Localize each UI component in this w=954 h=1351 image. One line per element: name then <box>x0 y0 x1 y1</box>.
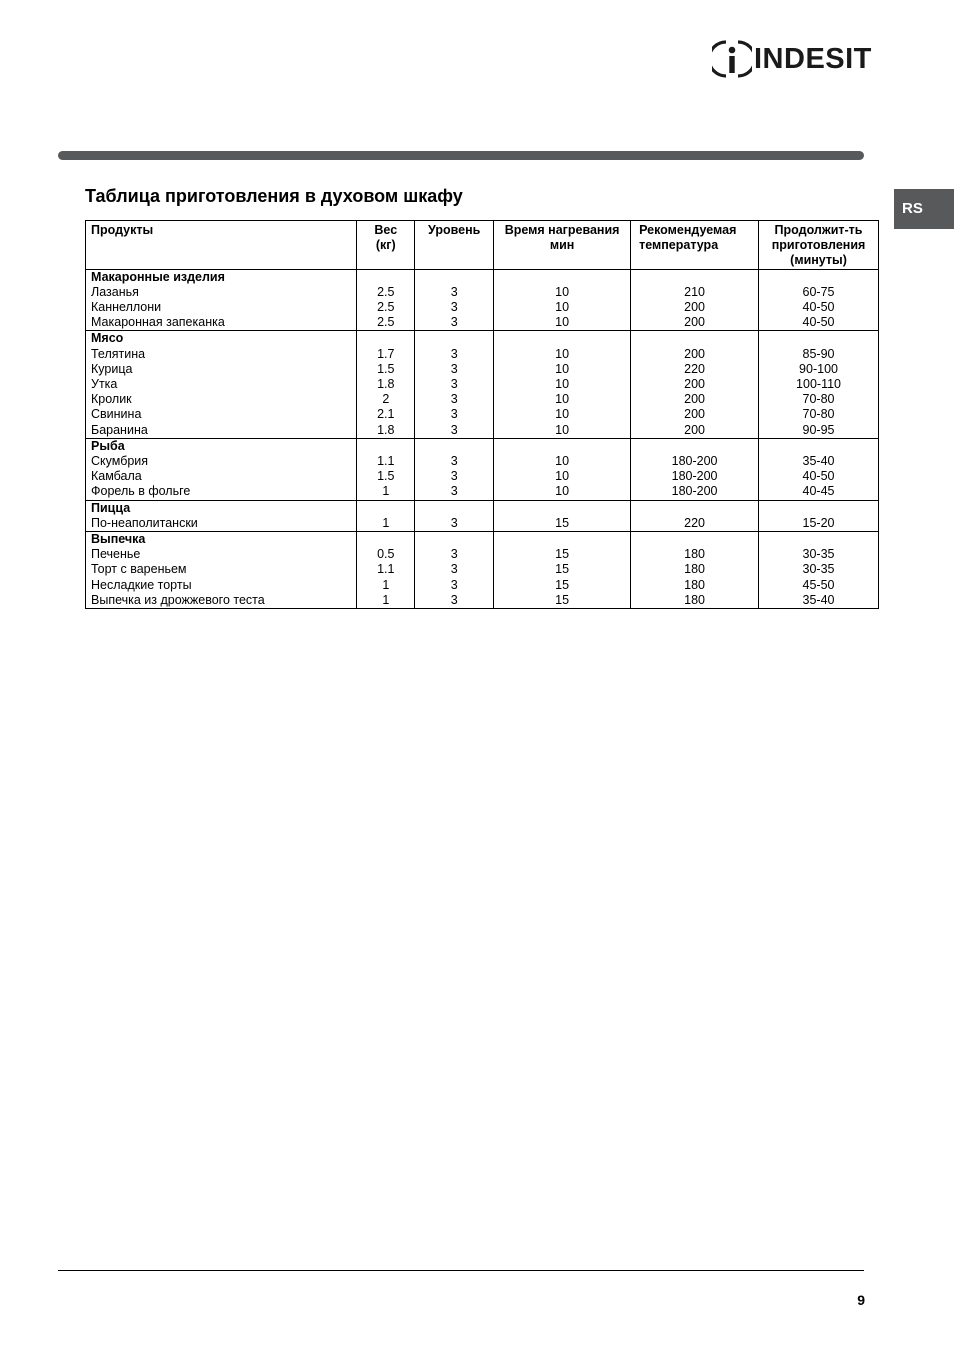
product-cell: Печенье <box>86 547 357 562</box>
temperature-cell: 180-200 <box>631 469 759 484</box>
table-group <box>86 500 879 531</box>
level-cell: 3 <box>415 407 494 422</box>
table-group <box>86 269 879 331</box>
duration-cell: 30-35 <box>759 562 879 577</box>
duration-cell: 85-90 <box>759 347 879 362</box>
weight-cell: 1.5 <box>357 362 415 377</box>
product-cell: Лазанья <box>86 285 357 300</box>
duration-cell: 90-100 <box>759 362 879 377</box>
empty-cell <box>631 438 759 454</box>
table-row <box>86 315 879 331</box>
preheat-cell: 15 <box>494 562 631 577</box>
empty-cell <box>415 438 494 454</box>
product-cell: Утка <box>86 377 357 392</box>
category-row <box>86 331 879 347</box>
product-cell: Кролик <box>86 392 357 407</box>
level-cell: 3 <box>415 300 494 315</box>
table-row <box>86 454 879 469</box>
weight-cell: 2.5 <box>357 300 415 315</box>
temperature-cell: 180-200 <box>631 454 759 469</box>
page-number: 9 <box>857 1292 865 1308</box>
product-cell: Торт с вареньем <box>86 562 357 577</box>
level-cell: 3 <box>415 516 494 532</box>
weight-cell: 2.5 <box>357 285 415 300</box>
temperature-cell: 220 <box>631 516 759 532</box>
temperature-cell: 200 <box>631 300 759 315</box>
table-header-row <box>86 221 879 270</box>
preheat-cell: 10 <box>494 454 631 469</box>
category-label: Рыба <box>86 438 357 454</box>
duration-cell: 90-95 <box>759 423 879 439</box>
duration-cell: 60-75 <box>759 285 879 300</box>
empty-cell <box>357 532 415 548</box>
category-label: Пицца <box>86 500 357 516</box>
duration-cell: 70-80 <box>759 392 879 407</box>
product-cell: Форель в фольге <box>86 484 357 500</box>
empty-cell <box>357 438 415 454</box>
duration-cell: 35-40 <box>759 454 879 469</box>
level-cell: 3 <box>415 315 494 331</box>
product-cell: Макаронная запеканка <box>86 315 357 331</box>
empty-cell <box>494 438 631 454</box>
product-cell: Скумбрия <box>86 454 357 469</box>
table-row <box>86 392 879 407</box>
product-cell: Каннеллони <box>86 300 357 315</box>
duration-cell: 40-50 <box>759 300 879 315</box>
product-cell: Несладкие торты <box>86 578 357 593</box>
empty-cell <box>415 269 494 285</box>
weight-cell: 2 <box>357 392 415 407</box>
empty-cell <box>494 269 631 285</box>
product-cell: Курица <box>86 362 357 377</box>
temperature-cell: 200 <box>631 315 759 331</box>
category-label: Мясо <box>86 331 357 347</box>
header-preheat <box>494 221 631 270</box>
weight-cell: 1.5 <box>357 469 415 484</box>
header-duration-label: Продолжит-ть приготовления (минуты) <box>771 223 866 268</box>
weight-cell: 2.1 <box>357 407 415 422</box>
header-level: Уровень <box>415 221 494 270</box>
indesit-logo <box>712 38 872 80</box>
temperature-cell: 180 <box>631 547 759 562</box>
preheat-cell: 15 <box>494 547 631 562</box>
temperature-cell: 180 <box>631 593 759 609</box>
language-tab: RS <box>894 189 954 229</box>
header-divider-bar <box>58 151 864 160</box>
empty-cell <box>759 331 879 347</box>
duration-cell: 40-50 <box>759 315 879 331</box>
empty-cell <box>494 500 631 516</box>
preheat-cell: 10 <box>494 484 631 500</box>
level-cell: 3 <box>415 362 494 377</box>
table-row <box>86 423 879 439</box>
preheat-cell: 10 <box>494 315 631 331</box>
temperature-cell: 180 <box>631 562 759 577</box>
temperature-cell: 200 <box>631 377 759 392</box>
duration-cell: 100-110 <box>759 377 879 392</box>
level-cell: 3 <box>415 484 494 500</box>
table-group <box>86 331 879 438</box>
product-cell: Свинина <box>86 407 357 422</box>
table-row <box>86 285 879 300</box>
weight-cell: 1 <box>357 593 415 609</box>
level-cell: 3 <box>415 285 494 300</box>
empty-cell <box>759 500 879 516</box>
duration-cell: 40-50 <box>759 469 879 484</box>
preheat-cell: 15 <box>494 516 631 532</box>
empty-cell <box>415 500 494 516</box>
temperature-cell: 200 <box>631 407 759 422</box>
weight-cell: 1 <box>357 578 415 593</box>
category-row <box>86 269 879 285</box>
preheat-cell: 10 <box>494 300 631 315</box>
preheat-cell: 10 <box>494 469 631 484</box>
preheat-cell: 10 <box>494 347 631 362</box>
category-label: Выпечка <box>86 532 357 548</box>
weight-cell: 1 <box>357 516 415 532</box>
header-product: Продукты <box>86 221 357 270</box>
table-group <box>86 532 879 609</box>
preheat-cell: 10 <box>494 392 631 407</box>
product-cell: Баранина <box>86 423 357 439</box>
cooking-table <box>85 220 879 609</box>
temperature-cell: 200 <box>631 423 759 439</box>
table-group <box>86 438 879 500</box>
header-duration <box>759 221 879 270</box>
brand-name: INDESIT <box>754 43 872 75</box>
temperature-cell: 180-200 <box>631 484 759 500</box>
table-row <box>86 407 879 422</box>
level-cell: 3 <box>415 593 494 609</box>
level-cell: 3 <box>415 578 494 593</box>
empty-cell <box>415 331 494 347</box>
header-weight-label: Вес (кг) <box>374 223 398 253</box>
category-row <box>86 438 879 454</box>
temperature-cell: 200 <box>631 347 759 362</box>
table-row <box>86 469 879 484</box>
weight-cell: 1.8 <box>357 377 415 392</box>
weight-cell: 1.7 <box>357 347 415 362</box>
table-row <box>86 347 879 362</box>
weight-cell: 1 <box>357 484 415 500</box>
preheat-cell: 10 <box>494 423 631 439</box>
weight-cell: 1.1 <box>357 562 415 577</box>
empty-cell <box>631 532 759 548</box>
empty-cell <box>631 331 759 347</box>
level-cell: 3 <box>415 562 494 577</box>
empty-cell <box>494 331 631 347</box>
footer-divider <box>58 1270 864 1271</box>
header-temperature-label: Рекомендуемая температура <box>639 223 737 253</box>
empty-cell <box>494 532 631 548</box>
temperature-cell: 210 <box>631 285 759 300</box>
table-row <box>86 377 879 392</box>
header-temperature <box>631 221 759 270</box>
preheat-cell: 15 <box>494 593 631 609</box>
category-row <box>86 500 879 516</box>
empty-cell <box>357 331 415 347</box>
indesit-logo-icon <box>712 38 752 80</box>
product-cell: Камбала <box>86 469 357 484</box>
duration-cell: 45-50 <box>759 578 879 593</box>
empty-cell <box>631 269 759 285</box>
preheat-cell: 10 <box>494 377 631 392</box>
empty-cell <box>759 438 879 454</box>
empty-cell <box>631 500 759 516</box>
duration-cell: 40-45 <box>759 484 879 500</box>
product-cell: По-неаполитански <box>86 516 357 532</box>
table-row <box>86 300 879 315</box>
header-weight <box>357 221 415 270</box>
level-cell: 3 <box>415 423 494 439</box>
duration-cell: 35-40 <box>759 593 879 609</box>
empty-cell <box>357 500 415 516</box>
product-cell: Выпечка из дрожжевого теста <box>86 593 357 609</box>
header-preheat-label: Время нагревания мин <box>504 223 620 253</box>
preheat-cell: 15 <box>494 578 631 593</box>
table-row <box>86 578 879 593</box>
preheat-cell: 10 <box>494 285 631 300</box>
empty-cell <box>759 269 879 285</box>
product-cell: Телятина <box>86 347 357 362</box>
empty-cell <box>415 532 494 548</box>
table-row <box>86 484 879 500</box>
level-cell: 3 <box>415 547 494 562</box>
category-row <box>86 532 879 548</box>
page-title: Таблица приготовления в духовом шкафу <box>85 186 463 206</box>
preheat-cell: 10 <box>494 362 631 377</box>
table-row <box>86 547 879 562</box>
temperature-cell: 180 <box>631 578 759 593</box>
table-row <box>86 516 879 532</box>
level-cell: 3 <box>415 469 494 484</box>
temperature-cell: 220 <box>631 362 759 377</box>
weight-cell: 1.1 <box>357 454 415 469</box>
empty-cell <box>357 269 415 285</box>
level-cell: 3 <box>415 392 494 407</box>
duration-cell: 30-35 <box>759 547 879 562</box>
weight-cell: 2.5 <box>357 315 415 331</box>
level-cell: 3 <box>415 454 494 469</box>
duration-cell: 70-80 <box>759 407 879 422</box>
empty-cell <box>759 532 879 548</box>
weight-cell: 0.5 <box>357 547 415 562</box>
preheat-cell: 10 <box>494 407 631 422</box>
table-row <box>86 562 879 577</box>
level-cell: 3 <box>415 377 494 392</box>
temperature-cell: 200 <box>631 392 759 407</box>
table-row <box>86 362 879 377</box>
weight-cell: 1.8 <box>357 423 415 439</box>
category-label: Макаронные изделия <box>86 269 357 285</box>
level-cell: 3 <box>415 347 494 362</box>
table-row <box>86 593 879 609</box>
duration-cell: 15-20 <box>759 516 879 532</box>
